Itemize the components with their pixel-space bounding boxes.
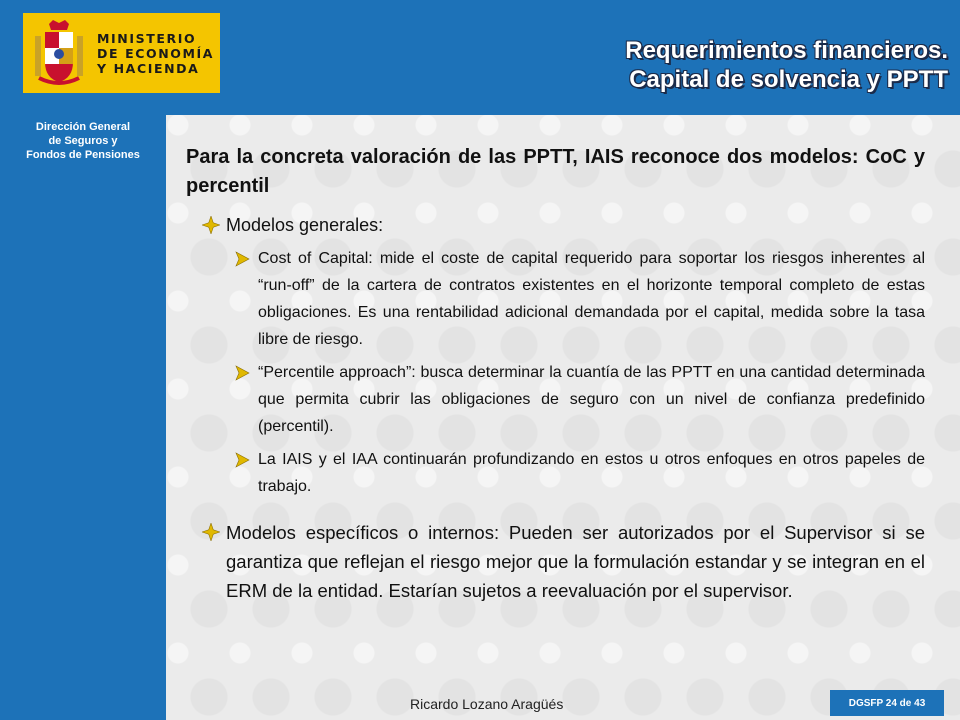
directorate-line: Fondos de Pensiones xyxy=(26,149,140,161)
ministry-name xyxy=(97,31,214,76)
ministry-logo xyxy=(23,13,220,93)
directorate-line: de Seguros y xyxy=(48,135,118,147)
slide-title-line: Capital de solvencia y PPTT xyxy=(629,66,948,93)
sub-list-item-text: “Percentile approach”: busca determinar la cuantía de las PPTT en una cantidad determinada que permita cubrir las obligaciones de seguro con un nivel de confianza predefinido (percentil). xyxy=(258,364,925,435)
directorate-line: Dirección General xyxy=(35,121,131,133)
page-number: DGSFP 24 de 43 xyxy=(848,697,926,709)
arrowhead-bullet-icon xyxy=(234,251,250,267)
ministry-line: DE ECONOMÍA xyxy=(97,45,215,61)
ministry-line: MINISTERIO xyxy=(97,30,197,46)
list-item-text: Modelos específicos o internos: Pueden ser autorizados por el Supervisor si se garantiza que reflejan el riesgo mejor que la formulación estandar y se integran en el ERM de la entidad. Estarían sujetos a reevaluación por el supervisor. xyxy=(226,522,925,601)
page-number-badge xyxy=(830,690,944,716)
directorate-label xyxy=(0,120,166,162)
four-point-star-bullet-icon xyxy=(202,523,220,541)
sub-list-item xyxy=(186,446,925,500)
slide-title xyxy=(348,36,948,94)
list-item-text: Modelos generales: xyxy=(226,215,384,235)
coat-of-arms-icon xyxy=(29,17,89,89)
arrowhead-bullet-icon xyxy=(234,365,250,381)
ministry-line: Y HACIENDA xyxy=(97,60,200,76)
sidebar-band xyxy=(0,0,166,720)
sub-list-item-text: Cost of Capital: mide el coste de capital requerido para soportar los riesgos inherentes al “run-off” de la cartera de contratos existentes en el horizonte temporal completo de estas obligaciones. Es una rentabilidad adicional demandada por el capital, medida sobre la tasa libre de riesgo. xyxy=(258,250,925,348)
footer-author: Ricardo Lozano Aragüés xyxy=(410,696,564,712)
sub-list-item xyxy=(186,245,925,353)
intro-text: Para la concreta valoración de las PPTT, IAIS reconoce dos modelos: CoC y percentil xyxy=(186,146,925,197)
slide-title-line: Requerimientos financieros. xyxy=(625,37,948,64)
arrowhead-bullet-icon xyxy=(234,452,250,468)
list-item-models-specific xyxy=(186,518,925,605)
list-item-models-general xyxy=(186,211,925,239)
slide-body xyxy=(186,143,925,605)
four-point-star-bullet-icon xyxy=(202,216,220,234)
sub-list-item xyxy=(186,359,925,440)
sub-list-item-text: La IAIS y el IAA continuarán profundizando en estos u otros enfoques en otros papeles de trabajo. xyxy=(258,451,925,495)
